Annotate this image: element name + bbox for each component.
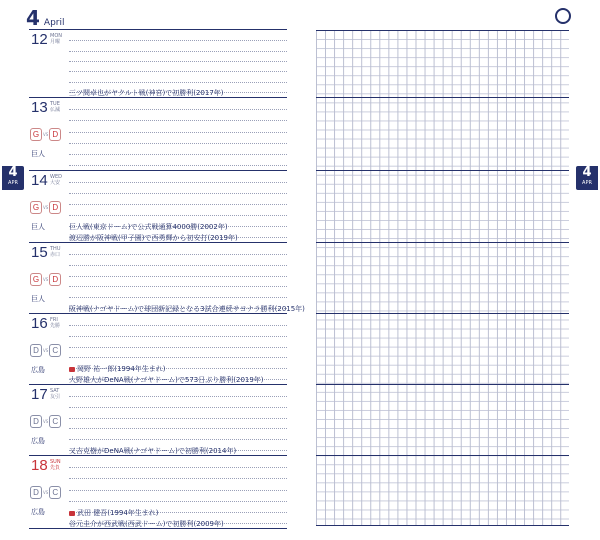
- day-block[interactable]: [29, 455, 287, 528]
- away-team-badge: D: [49, 273, 61, 286]
- event-note-text: 三ツ間卓也がヤクルト戦(神宮)で初勝利(2017年): [69, 89, 224, 97]
- day-of-week-jp: 赤口: [50, 252, 61, 258]
- writing-line[interactable]: [69, 501, 287, 502]
- away-team-badge: D: [49, 128, 61, 141]
- writing-line[interactable]: [69, 407, 287, 408]
- writing-line[interactable]: [69, 357, 287, 358]
- opponent-label: 巨人: [31, 295, 45, 303]
- day-of-week: [50, 174, 62, 186]
- day-of-week-jp: 先負: [50, 465, 61, 471]
- matchup-badges: [30, 344, 61, 357]
- vs-label: VS: [43, 348, 49, 353]
- away-team-badge: C: [49, 486, 61, 499]
- day-of-week: [50, 317, 60, 329]
- vs-label: VS: [43, 490, 49, 495]
- day-of-week: [50, 388, 60, 400]
- writing-line[interactable]: [69, 182, 287, 183]
- writing-line[interactable]: [69, 143, 287, 144]
- month-tab-right[interactable]: [576, 166, 598, 190]
- writing-line[interactable]: [69, 254, 287, 255]
- day-of-week: [50, 459, 61, 471]
- day-of-week-en: THU: [50, 246, 61, 252]
- vs-label: VS: [43, 132, 49, 137]
- day-number: 17: [31, 386, 48, 403]
- event-note: [69, 508, 159, 518]
- birthday-icon: [69, 367, 75, 372]
- writing-line[interactable]: [69, 490, 287, 491]
- day-of-week: [50, 246, 60, 258]
- month-tab-number: 4: [582, 165, 592, 180]
- grid-separator: [316, 170, 569, 171]
- writing-line[interactable]: [69, 396, 287, 397]
- writing-line[interactable]: [69, 40, 287, 41]
- grid-separator: [316, 30, 569, 31]
- day-of-week-en: MON: [50, 33, 62, 39]
- matchup-badges: [30, 486, 61, 499]
- matchup-badges: [30, 128, 61, 141]
- day-block[interactable]: [29, 242, 305, 313]
- day-of-week-en: SUN: [50, 459, 61, 465]
- vs-label: VS: [43, 205, 49, 210]
- day-list-end: [29, 528, 287, 529]
- opponent-label: 広島: [31, 508, 45, 516]
- day-block[interactable]: [29, 170, 287, 242]
- day-block[interactable]: [29, 313, 287, 384]
- writing-line[interactable]: [69, 336, 287, 337]
- month-tab-label: APR: [8, 180, 18, 186]
- opponent-label: 巨人: [31, 150, 45, 158]
- writing-line[interactable]: [69, 215, 287, 216]
- event-note-text: 阪神戦(ナゴヤドーム)で球団新記録となる3試合連続サヨナラ勝利(2015年): [69, 305, 305, 313]
- writing-line[interactable]: [69, 418, 287, 419]
- writing-line[interactable]: [69, 347, 287, 348]
- day-number: 15: [31, 244, 48, 261]
- event-note: [69, 222, 228, 232]
- away-team-badge: C: [49, 415, 61, 428]
- grid-separator: [316, 384, 569, 385]
- matchup-badges: [30, 415, 61, 428]
- away-team-badge: D: [49, 201, 61, 214]
- event-note-text: 武田 健吾(1994年生まれ): [77, 509, 159, 517]
- day-of-week-en: TUE: [50, 101, 60, 107]
- day-number: 16: [31, 315, 48, 332]
- day-of-week-jp: 先勝: [50, 323, 61, 329]
- writing-line[interactable]: [69, 51, 287, 52]
- month-tab-left[interactable]: [2, 166, 24, 190]
- grid-separator: [316, 455, 569, 456]
- writing-line[interactable]: [69, 109, 287, 110]
- day-of-week-en: SAT: [50, 388, 60, 394]
- home-team-badge: G: [30, 201, 42, 214]
- day-of-week-jp: 友引: [50, 394, 61, 400]
- grid-separator: [316, 313, 569, 314]
- writing-line[interactable]: [69, 193, 287, 194]
- day-of-week: [50, 33, 62, 45]
- writing-line[interactable]: [69, 286, 287, 287]
- writing-line[interactable]: [69, 120, 287, 121]
- team-logo-icon: [555, 8, 571, 24]
- day-of-week-jp: 月曜: [50, 39, 61, 45]
- home-team-badge: G: [30, 273, 42, 286]
- opponent-label: 広島: [31, 437, 45, 445]
- grid-separator: [316, 97, 569, 98]
- day-number: 13: [31, 99, 48, 116]
- writing-line[interactable]: [69, 276, 287, 277]
- writing-line[interactable]: [69, 439, 287, 440]
- birthday-icon: [69, 511, 75, 516]
- home-team-badge: D: [30, 415, 42, 428]
- day-block[interactable]: [29, 384, 287, 455]
- writing-line[interactable]: [69, 82, 287, 83]
- event-note: [69, 364, 166, 374]
- event-note-text: 谷元圭介が西武戦(西武ドーム)で初勝利(2009年): [69, 520, 224, 528]
- writing-line[interactable]: [69, 265, 287, 266]
- day-of-week-en: WED: [50, 174, 62, 180]
- matchup-badges: [30, 201, 61, 214]
- month-tab-number: 4: [8, 165, 18, 180]
- month-tab-label: APR: [582, 180, 592, 186]
- day-block[interactable]: [29, 29, 287, 97]
- day-of-week-jp: 大安: [50, 180, 61, 186]
- day-number: 14: [31, 172, 48, 189]
- home-team-badge: D: [30, 344, 42, 357]
- home-team-badge: D: [30, 486, 42, 499]
- vs-label: VS: [43, 277, 49, 282]
- day-number: 12: [31, 31, 48, 48]
- event-note-text: 又吉克樹がDeNA戦(ナゴヤドーム)で初勝利(2014年): [69, 447, 237, 455]
- away-team-badge: C: [49, 344, 61, 357]
- grid-separator: [316, 242, 569, 243]
- day-of-week-jp: 仏滅: [50, 107, 61, 113]
- writing-line[interactable]: [69, 467, 287, 468]
- month-header: [26, 6, 65, 30]
- writing-line[interactable]: [69, 61, 287, 62]
- writing-line[interactable]: [69, 204, 287, 205]
- home-team-badge: G: [30, 128, 42, 141]
- opponent-label: 巨人: [31, 223, 45, 231]
- event-note-text: 渡辺勝が阪神戦(甲子園)で西勇輝から初安打(2019年): [69, 234, 238, 242]
- writing-line[interactable]: [69, 154, 287, 155]
- vs-label: VS: [43, 419, 49, 424]
- matchup-badges: [30, 273, 61, 286]
- writing-line[interactable]: [69, 71, 287, 72]
- event-note-text: 巨人戦(東京ドーム)で公式戦通算4000勝(2002年): [69, 223, 228, 231]
- event-note-text: 大野雄大がDeNA戦(ナゴヤドーム)で573日ぶり勝利(2019年): [69, 376, 264, 384]
- month-name: April: [43, 18, 65, 28]
- writing-line[interactable]: [69, 165, 287, 166]
- writing-line[interactable]: [69, 428, 287, 429]
- event-note-text: 岡野 祐一郎(1994年生まれ): [77, 365, 166, 373]
- writing-line[interactable]: [69, 325, 287, 326]
- day-of-week-en: FRI: [50, 317, 58, 323]
- month-number: 4: [26, 6, 40, 30]
- opponent-label: 広島: [31, 366, 45, 374]
- writing-line[interactable]: [69, 478, 287, 479]
- day-block[interactable]: [29, 97, 287, 170]
- day-number: 18: [31, 457, 48, 474]
- day-of-week: [50, 101, 60, 113]
- writing-line[interactable]: [69, 132, 287, 133]
- notes-grid[interactable]: [316, 30, 569, 526]
- writing-line[interactable]: [69, 297, 287, 298]
